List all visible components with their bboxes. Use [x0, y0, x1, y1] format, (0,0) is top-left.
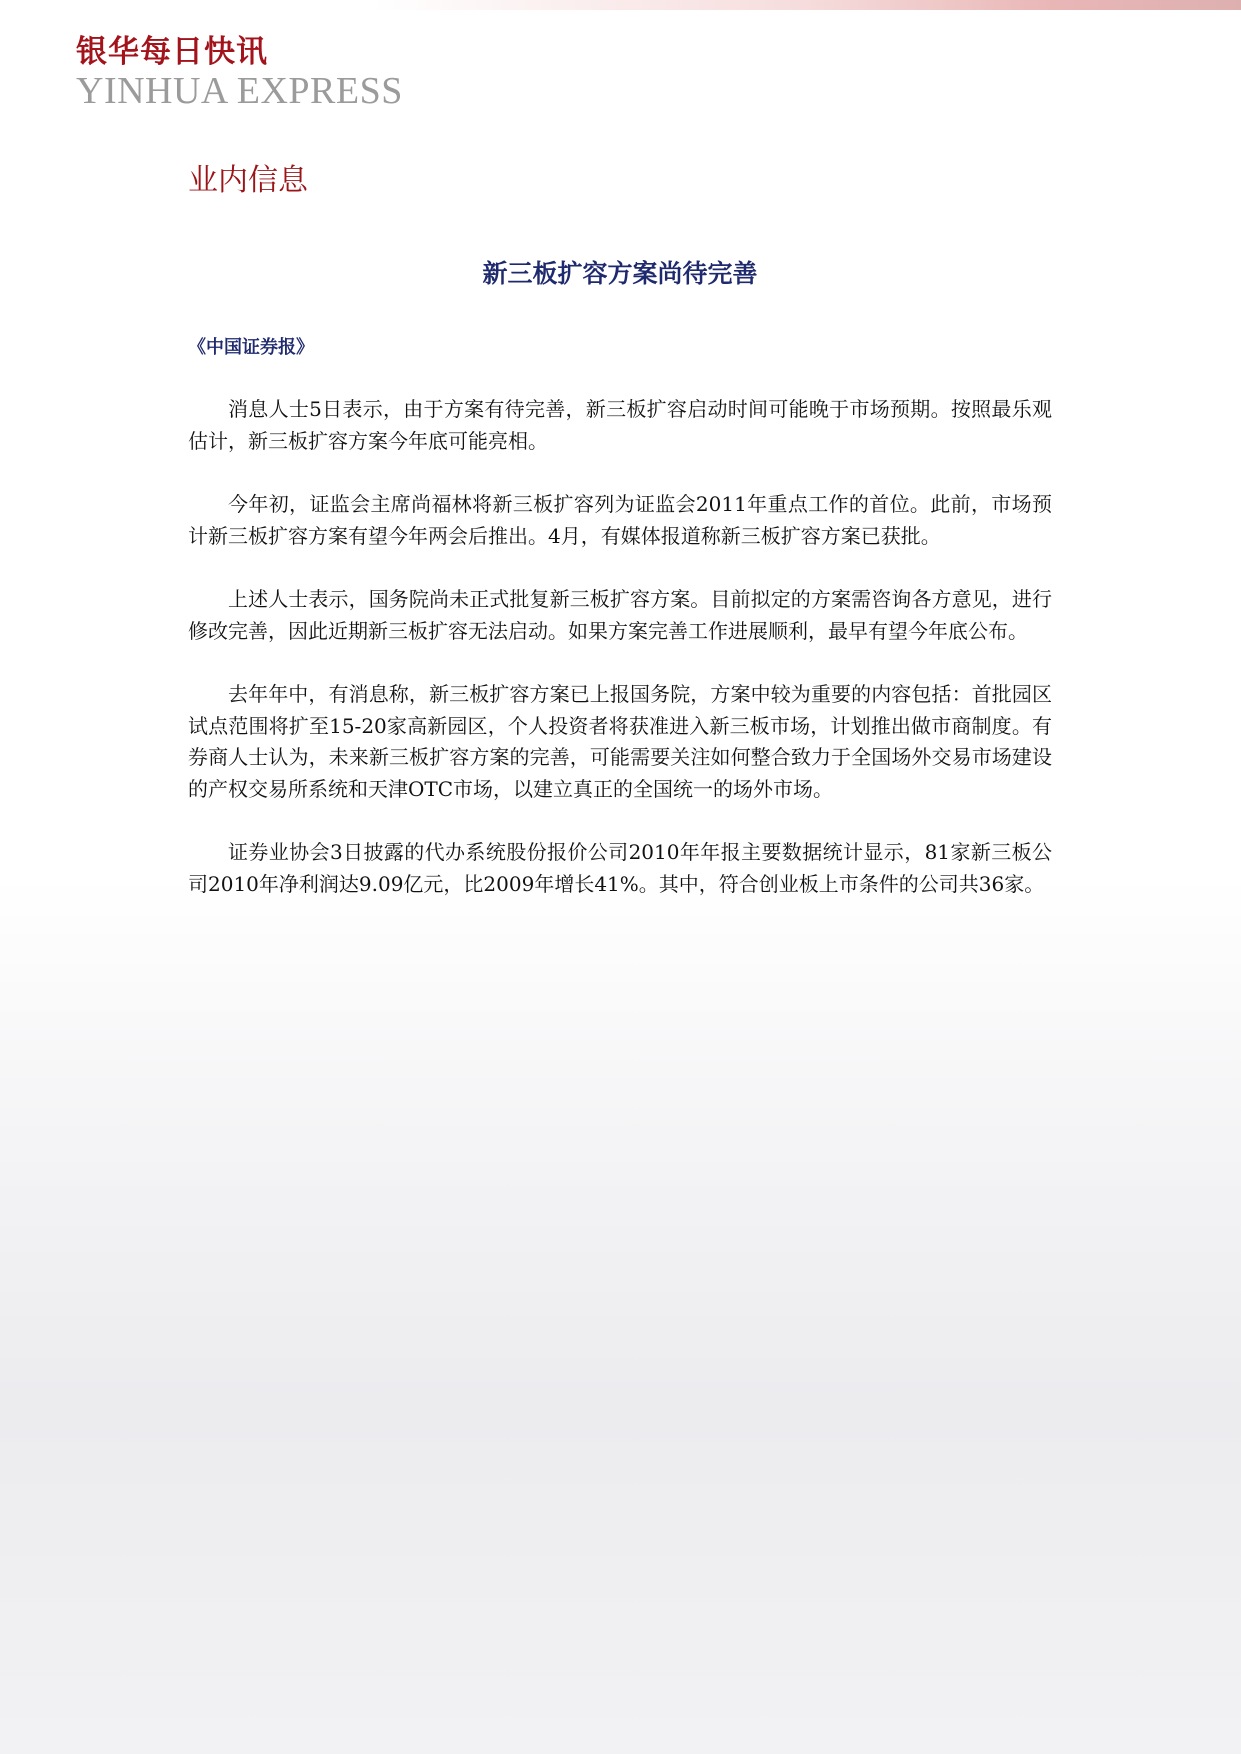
section-title: 业内信息	[188, 163, 308, 198]
article-paragraph: 今年初，证监会主席尚福林将新三板扩容列为证监会2011年重点工作的首位。此前，市场预计新三板扩容方案有望今年两会后推出。4月，有媒体报道称新三板扩容方案已获批。	[188, 492, 1052, 548]
article-body	[188, 394, 1052, 932]
logo-english-text: YINHUA EXPRESS	[76, 70, 403, 112]
article-paragraph: 证券业协会3日披露的代办系统股份报价公司2010年年报主要数据统计显示，81家新三板公司2010年净利润达9.09亿元，比2009年增长41%。其中，符合创业板上市条件的公司共36家。	[188, 840, 1052, 896]
top-decorative-strip	[0, 0, 1241, 10]
article-paragraph: 消息人士5日表示，由于方案有待完善，新三板扩容启动时间可能晚于市场预期。按照最乐观估计，新三板扩容方案今年底可能亮相。	[188, 397, 1052, 453]
article-source: 《中国证券报》	[188, 337, 314, 358]
article-paragraph: 上述人士表示，国务院尚未正式批复新三板扩容方案。目前拟定的方案需咨询各方意见，进行修改完善，因此近期新三板扩容无法启动。如果方案完善工作进展顺利，最早有望今年底公布。	[188, 587, 1052, 643]
yinhua-express-logo	[76, 34, 403, 110]
article-paragraph: 去年年中，有消息称，新三板扩容方案已上报国务院，方案中较为重要的内容包括：首批园区试点范围将扩至15-20家高新园区，个人投资者将获准进入新三板市场，计划推出做市商制度。有券商人士认为，未来新三板扩容方案的完善，可能需要关注如何整合致力于全国场外交易市场建设的产权交易所系统和天津OTC市场，以建立真正的全国统一的场外市场。	[188, 682, 1052, 801]
logo-chinese-text: 银华每日快讯	[76, 34, 268, 70]
article-title: 新三板扩容方案尚待完善	[482, 259, 758, 288]
